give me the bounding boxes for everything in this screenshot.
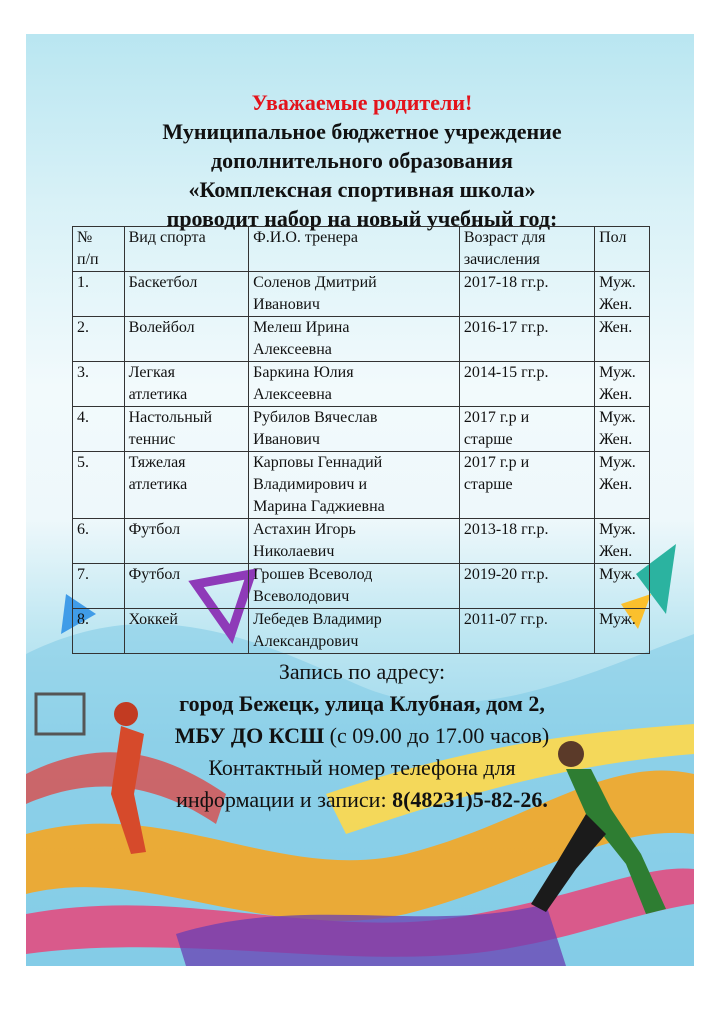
header-line-4: проводит набор на новый учебный год: bbox=[166, 206, 558, 231]
row-sport: Настольный теннис bbox=[124, 407, 249, 452]
table-row bbox=[73, 564, 650, 609]
row-coach: Баркина Юлия Алексеевна bbox=[249, 362, 460, 407]
row-coach: Грошев Всеволод Всеволодович bbox=[249, 564, 460, 609]
row-gender: Муж. Жен. bbox=[595, 519, 650, 564]
row-num: 6. bbox=[73, 519, 125, 564]
row-coach: Астахин Игорь Николаевич bbox=[249, 519, 460, 564]
row-age: 2017 г.р и старше bbox=[459, 452, 594, 519]
row-sport: Хоккей bbox=[124, 609, 249, 654]
header-line-1: Муниципальное бюджетное учреждение bbox=[162, 119, 562, 144]
row-num: 1. bbox=[73, 272, 125, 317]
hours: (с 09.00 до 17.00 часов) bbox=[324, 723, 550, 748]
row-num: 2. bbox=[73, 317, 125, 362]
row-num: 5. bbox=[73, 452, 125, 519]
row-sport: Легкая атлетика bbox=[124, 362, 249, 407]
row-age: 2017 г.р и старше bbox=[459, 407, 594, 452]
row-coach: Мелеш Ирина Алексеевна bbox=[249, 317, 460, 362]
phone-number: 8(48231)5-82-26. bbox=[392, 787, 548, 812]
row-gender: Муж. Жен. bbox=[595, 407, 650, 452]
row-num: 3. bbox=[73, 362, 125, 407]
header-line-3: «Комплексная спортивная школа» bbox=[188, 177, 536, 202]
row-sport: Волейбол bbox=[124, 317, 249, 362]
contact-info bbox=[0, 656, 724, 816]
row-gender: Муж. Жен. bbox=[595, 362, 650, 407]
header-coach: Ф.И.О. тренера bbox=[249, 227, 460, 272]
row-sport: Футбол bbox=[124, 519, 249, 564]
row-age: 2014-15 гг.р. bbox=[459, 362, 594, 407]
row-age: 2017-18 гг.р. bbox=[459, 272, 594, 317]
table-row bbox=[73, 407, 650, 452]
row-sport: Футбол bbox=[124, 564, 249, 609]
sports-table bbox=[72, 226, 650, 654]
row-sport: Тяжелая атлетика bbox=[124, 452, 249, 519]
announcement-header bbox=[0, 88, 724, 233]
office-hours bbox=[0, 720, 724, 752]
header-num: № п/п bbox=[73, 227, 125, 272]
row-gender: Муж. Жен. bbox=[595, 452, 650, 519]
row-coach: Соленов Дмитрий Иванович bbox=[249, 272, 460, 317]
row-age: 2016-17 гг.р. bbox=[459, 317, 594, 362]
header-age: Возраст для зачисления bbox=[459, 227, 594, 272]
table-header-row bbox=[73, 227, 650, 272]
table-row bbox=[73, 317, 650, 362]
row-age: 2013-18 гг.р. bbox=[459, 519, 594, 564]
header-line-2: дополнительного образования bbox=[211, 148, 513, 173]
phone-line bbox=[0, 784, 724, 816]
row-gender: Жен. bbox=[595, 317, 650, 362]
row-num: 8. bbox=[73, 609, 125, 654]
header-gender: Пол bbox=[595, 227, 650, 272]
phone-label: информации и записи: bbox=[176, 787, 393, 812]
row-gender: Муж. Жен. bbox=[595, 272, 650, 317]
row-coach: Рубилов Вячеслав Иванович bbox=[249, 407, 460, 452]
row-num: 7. bbox=[73, 564, 125, 609]
row-gender: Муж. bbox=[595, 564, 650, 609]
row-coach: Карповы Геннадий Владимирович и Марина Гаджиевна bbox=[249, 452, 460, 519]
table-row bbox=[73, 519, 650, 564]
row-coach: Лебедев Владимир Александрович bbox=[249, 609, 460, 654]
address: город Бежецк, улица Клубная, дом 2, bbox=[179, 691, 545, 716]
row-gender: Муж. bbox=[595, 609, 650, 654]
table-row bbox=[73, 362, 650, 407]
greeting: Уважаемые родители! bbox=[251, 90, 473, 115]
table-row bbox=[73, 272, 650, 317]
row-age: 2011-07 гг.р. bbox=[459, 609, 594, 654]
row-num: 4. bbox=[73, 407, 125, 452]
table-row bbox=[73, 609, 650, 654]
footer-line-4: Контактный номер телефона для bbox=[208, 755, 516, 780]
row-sport: Баскетбол bbox=[124, 272, 249, 317]
table-row bbox=[73, 452, 650, 519]
footer-line-1: Запись по адресу: bbox=[278, 659, 446, 684]
organization-abbr: МБУ ДО КСШ bbox=[174, 723, 325, 748]
header-sport: Вид спорта bbox=[124, 227, 249, 272]
row-age: 2019-20 гг.р. bbox=[459, 564, 594, 609]
